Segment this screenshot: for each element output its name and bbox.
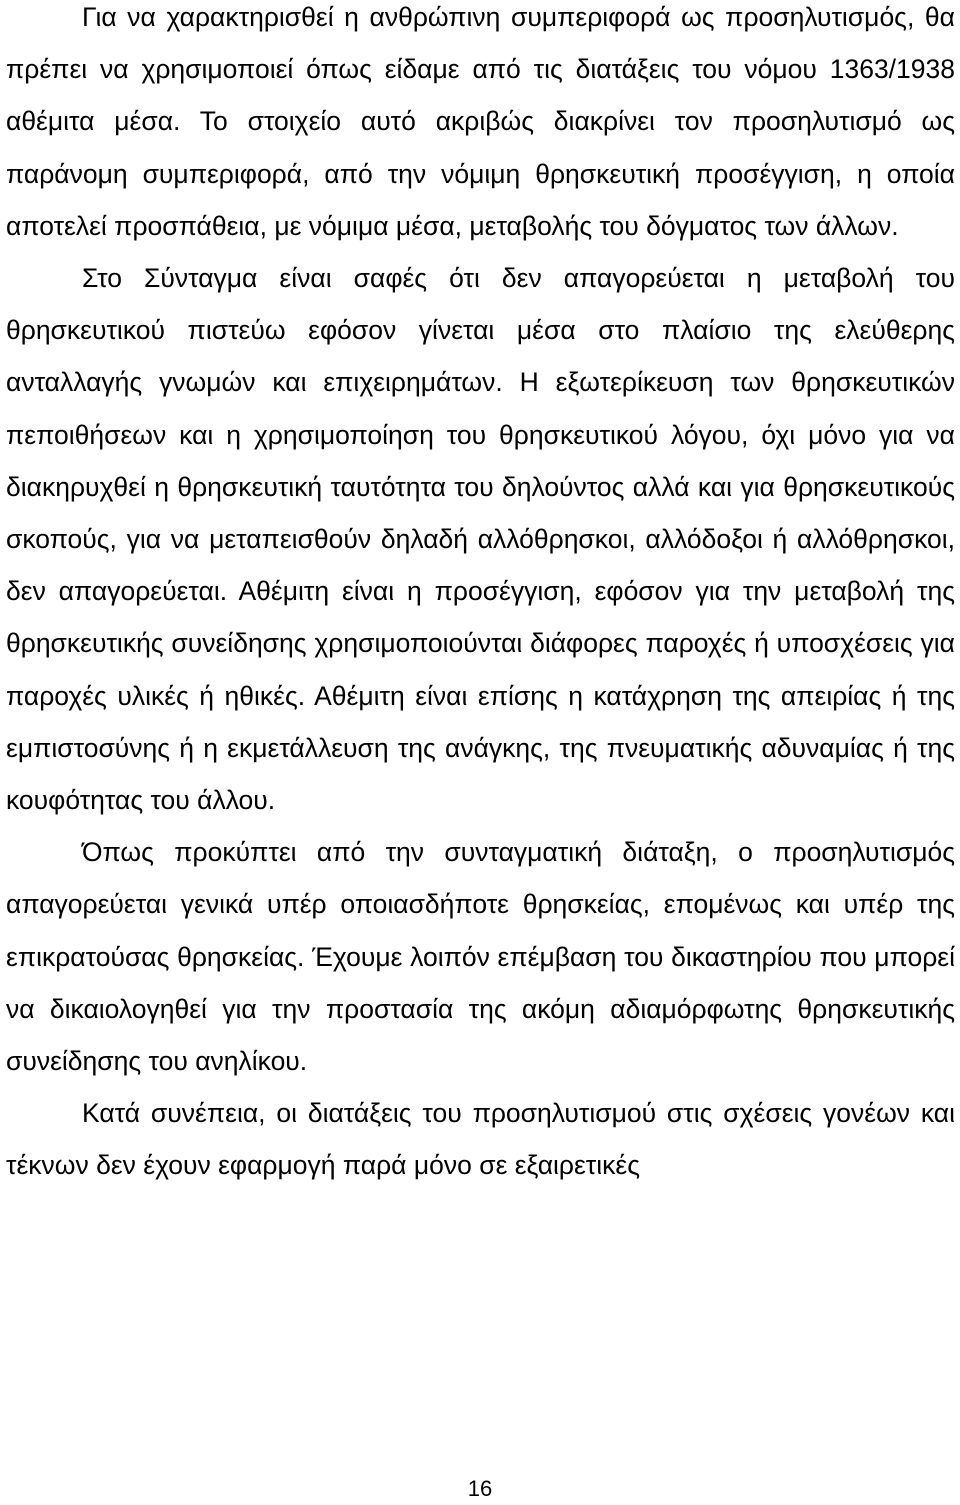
page-number: 16 <box>467 1476 493 1501</box>
paragraph-4: Κατά συνέπεια, οι διατάξεις του προσηλυτισμού στις σχέσεις γονέων και τέκνων δεν έχουν εφαρμογή παρά μόνο σε εξαιρετικές <box>6 1098 955 1181</box>
paragraph-2: Στο Σύνταγμα είναι σαφές ότι δεν απαγορεύεται η μεταβολή του θρησκευτικού πιστεύω εφόσον γίνεται μέσα στο πλαίσιο της ελεύθερης ανταλλαγής γνωμών και επιχειρημάτων. Η εξωτερίκευση των θρησκευτικών πεποιθήσεων και η χρησιμοποίηση του θρησκευτικού λόγου, όχι μόνο για να διακηρυχθεί η θρησκευτική ταυτότητα του δηλούντος αλλά και για θρησκευτικούς σκοπούς, για να μεταπεισθούν δηλαδή αλλόθρησκοι, αλλόδοξοι ή αλλόθρησκοι, δεν απαγορεύεται. Αθέμιτη είναι η προσέγγιση, εφόσον για την μεταβολή της θρησκευτικής συνείδησης χρησιμοποιούνται διάφορες παροχές ή υποσχέσεις για παροχές υλικές ή ηθικές. Αθέμιτη είναι επίσης η κατάχρηση της απειρίας ή της εμπιστοσύνης ή η εκμετάλλευση της ανάγκης, της πνευματικής αδυναμίας ή της κουφότητας του άλλου. <box>6 263 955 816</box>
body-text <box>6 0 955 1192</box>
paragraph-1: Για να χαρακτηρισθεί η ανθρώπινη συμπεριφορά ως προσηλυτισμός, θα πρέπει να χρησιμοποιεί όπως είδαμε από τις διατάξεις του νόμου 1363/1938 αθέμιτα μέσα. Το στοιχείο αυτό ακριβώς διακρίνει τον προσηλυτισμό ως παράνομη συμπεριφορά, από την νόμιμη θρησκευτική προσέγγιση, η οποία αποτελεί προσπάθεια, με νόμιμα μέσα, μεταβολής του δόγματος των άλλων. <box>6 2 955 241</box>
paragraph-3: Όπως προκύπτει από την συνταγματική διάταξη, ο προσηλυτισμός απαγορεύεται γενικά υπέρ οποιασδήποτε θρησκείας, επομένως και υπέρ της επικρατούσας θρησκείας. Έχουμε λοιπόν επέμβαση του δικαστηρίου που μπορεί να δικαιολογηθεί για την προστασία της ακόμη αδιαμόρφωτης θρησκευτικής συνείδησης του ανηλίκου. <box>6 837 955 1077</box>
